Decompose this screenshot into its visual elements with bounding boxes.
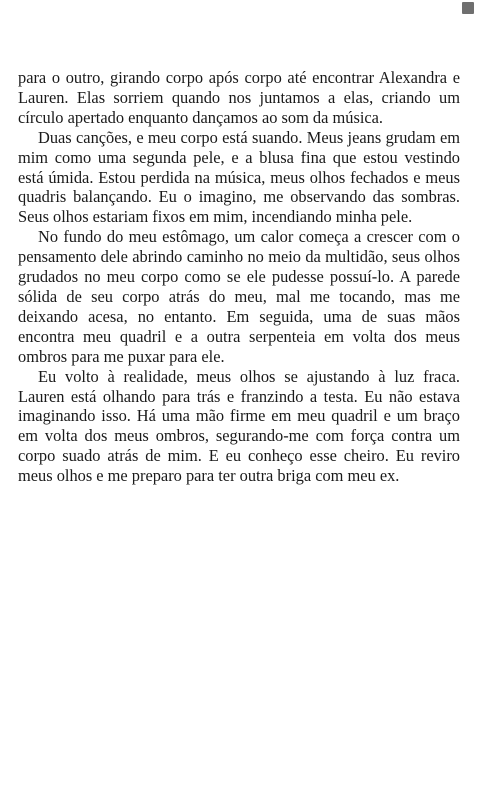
status-bar	[0, 0, 480, 18]
paragraph: No fundo do meu estômago, um calor começa a crescer com o pensamento dele abrindo caminho no meio da multidão, seus olhos grudados no meu corpo como se ele pudesse possuí-lo. A parede sólida de seu corpo atrás do meu, mal me tocando, mas me deixando acesa, no entanto. Em seguida, uma de suas mãos encontra meu quadril e a outra serpenteia em volta dos meus ombros para me puxar para ele.	[18, 227, 460, 366]
reader-page[interactable]	[18, 68, 460, 486]
paragraph: Eu volto à realidade, meus olhos se ajustando à luz fraca. Lauren está olhando para trás e franzindo a testa. Eu não estava imaginando isso. Há uma mão firme em meu quadril e um braço em volta dos meus ombros, segurando-me com força contra um corpo suado atrás de mim. E eu conheço esse cheiro. Eu reviro meus olhos e me preparo para ter outra briga com meu ex.	[18, 366, 460, 486]
paragraph-continued: para o outro, girando corpo após corpo até encontrar Alexandra e Lauren. Elas sorriem quando nos juntamos a elas, criando um círculo apertado enquanto dançamos ao som da música.	[18, 68, 460, 127]
paragraph: Duas canções, e meu corpo está suando. Meus jeans grudam em mim como uma segunda pele, e a blusa fina que estou vestindo está úmida. Estou perdida na música, meus olhos fechados e meus quadris balançando. Eu o imagino, me observando das sombras. Seus olhos estariam fixos em mim, incendiando minha pele.	[18, 127, 460, 227]
square-icon	[462, 2, 474, 14]
